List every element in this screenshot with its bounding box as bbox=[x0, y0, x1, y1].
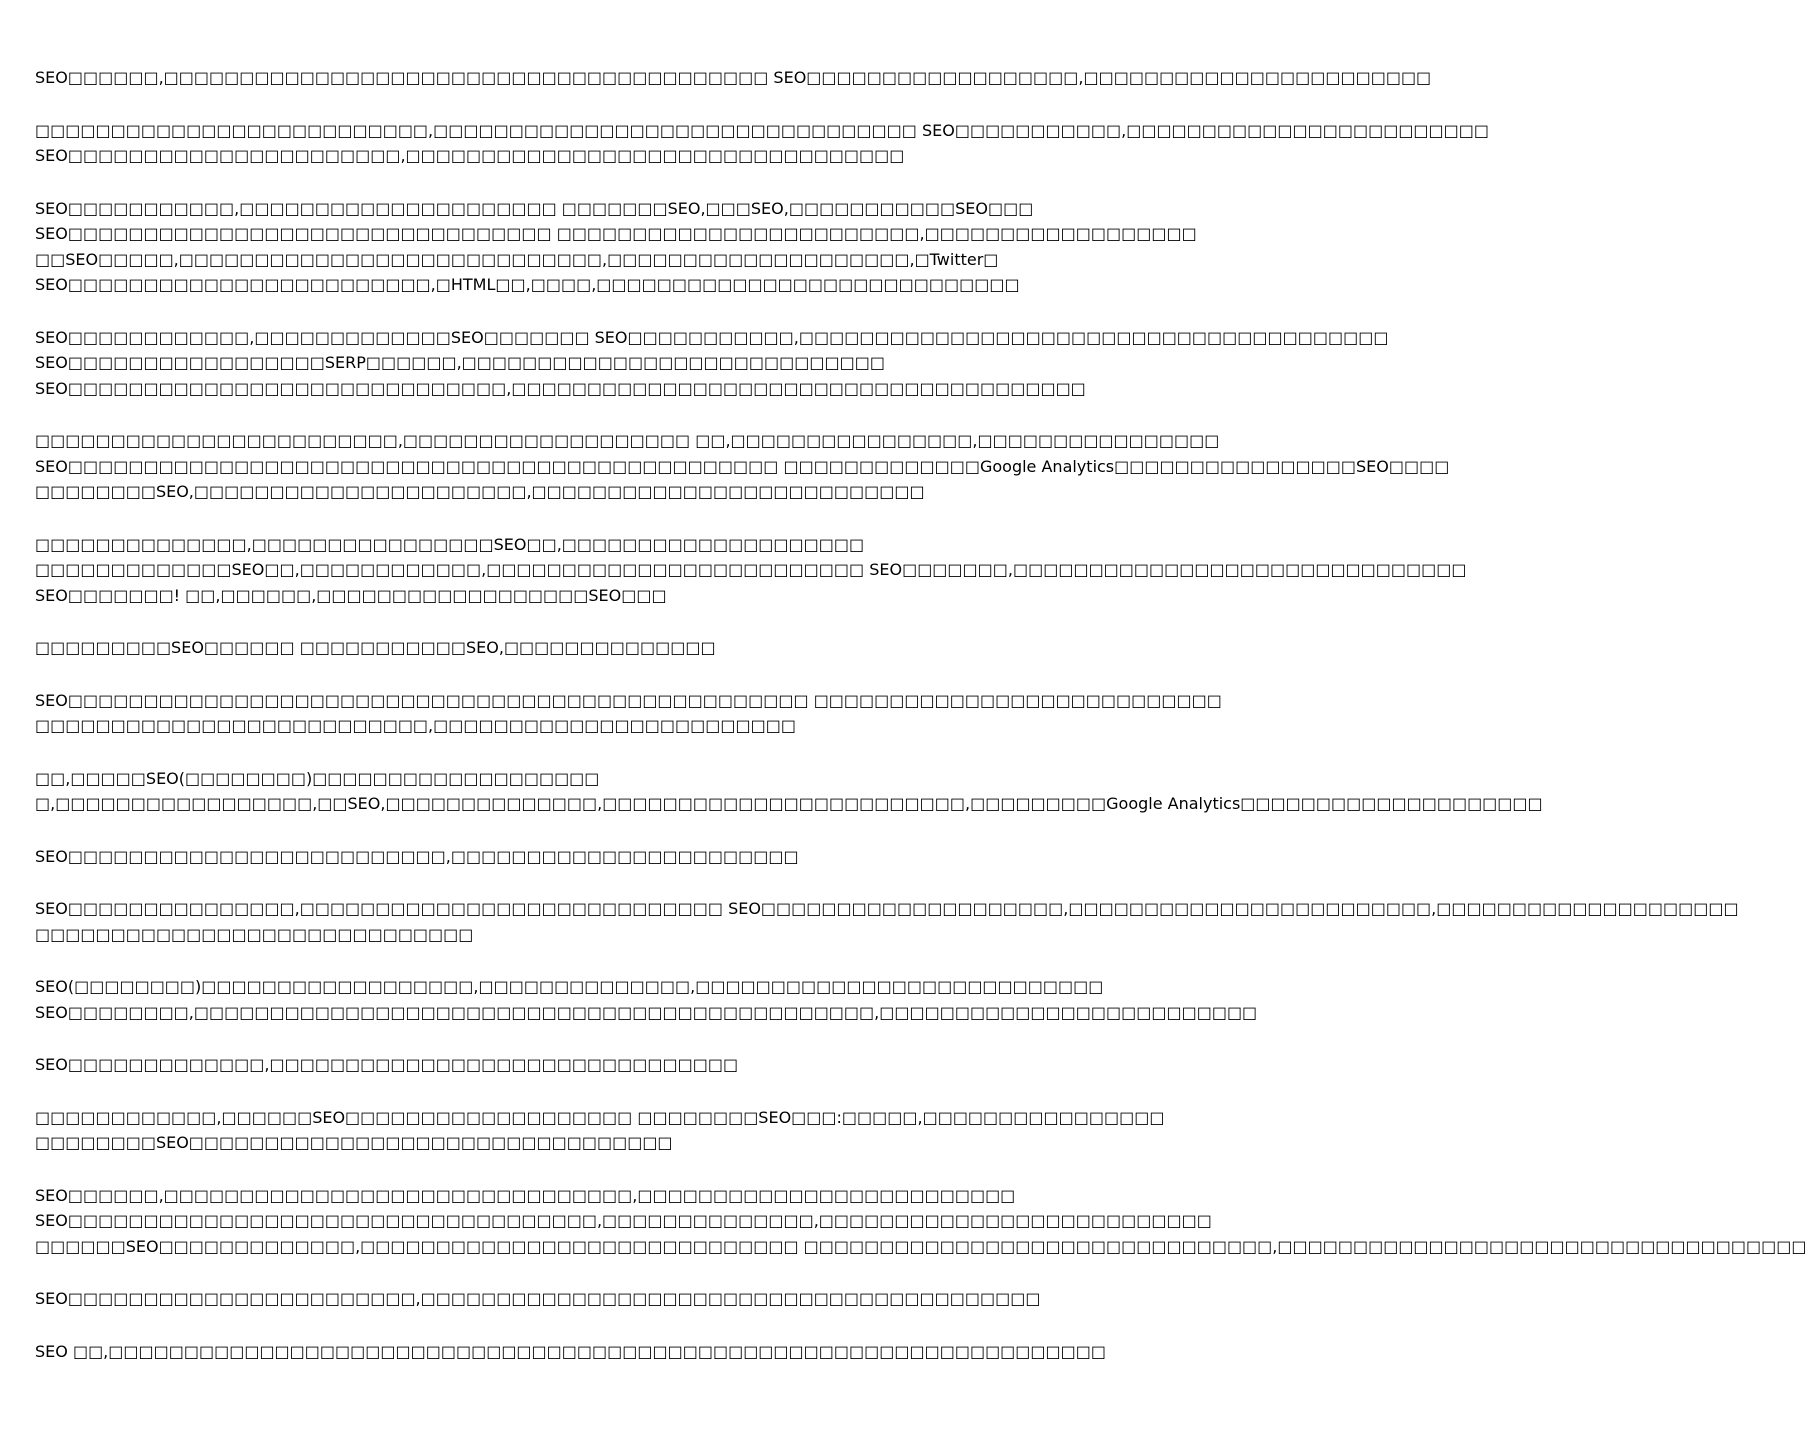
text-line: SEO□□□□□□□! □□,□□□□□□,□□□□□□□□□□□□□□□□□□SEO□□□ bbox=[35, 585, 667, 605]
paragraph-16 bbox=[35, 1286, 1041, 1312]
paragraph-4 bbox=[35, 325, 1389, 402]
text-line: SEO□□□□□□,□□□□□□□□□□□□□□□□□□□□□□□□□□□□□□□,□□□□□□□□□□□□□□□□□□□□□□□□□ bbox=[35, 1185, 1016, 1205]
text-line: □□□□□□□□□□□□□□□□□□□□□□□□□□,□□□□□□□□□□□□□□□□□□□□□□□□□□□□□□□□ SEO□□□□□□□□□□□,□□□□□□□□□□□□□□□□□□□□□□□□ bbox=[35, 120, 1490, 140]
text-line: □□□□□□□□SEO,□□□□□□□□□□□□□□□□□□□□□□,□□□□□□□□□□□□□□□□□□□□□□□□□□ bbox=[35, 482, 925, 501]
text-line: □□□□□□□□□□□□□□□□□□□□□□□□,□□□□□□□□□□□□□□□□□□□ □□,□□□□□□□□□□□□□□□□,□□□□□□□□□□□□□□□□ bbox=[35, 431, 1220, 450]
text-line: SEO□□□□□□□□□□□□□□□□□□□□□□□□□□□□□□□□□□□□□□□□□□□□□□□□□ □□□□□□□□□□□□□□□□□□□□□□□□□□□ bbox=[35, 690, 1222, 710]
text-line: SEO□□□□□□□□□□□□□□□□□□□□□□□□□,□□□□□□□□□□□□□□□□□□□□□□□ bbox=[35, 846, 799, 866]
text-line: SEO□□□□□□□□□□□□□□□□□□□□□□□□□□□□□,□□□□□□□□□□□□□□□□□□□□□□□□□□□□□□□□□□□□□□ bbox=[35, 378, 1086, 398]
paragraph-6 bbox=[35, 532, 1467, 609]
document-body bbox=[35, 65, 1806, 1391]
text-line: □□□□□□□□□□□□□□,□□□□□□□□□□□□□□□□SEO□□,□□□□□□□□□□□□□□□□□□□□ bbox=[35, 534, 865, 554]
text-line: SEO□□□□□□□□□□□□□□□□□□□□□□□□,□HTML□□,□□□□,□□□□□□□□□□□□□□□□□□□□□□□□□□□□ bbox=[35, 275, 1020, 294]
text-line: SEO□□□□□□□□□□□□□□□□□□□□□□,□□□□□□□□□□□□□□□□□□□□□□□□□□□□□□□□□ bbox=[35, 146, 905, 165]
paragraph-8 bbox=[35, 688, 1222, 739]
text-line: □□□□□□□□SEO□□□□□□□□□□□□□□□□□□□□□□□□□□□□□□□□ bbox=[35, 1133, 673, 1152]
text-line: SEO□□□□□□□□,□□□□□□□□□□□□□□□□□□□□□□□□□□□□□□□□□□□□□□□□□□□□□,□□□□□□□□□□□□□□□□□□□□□□□□□ bbox=[35, 1002, 1258, 1022]
paragraph-11 bbox=[35, 896, 1739, 947]
text-line: SEO□□□□□□□□□□□□□□□□□□□□□□□,□□□□□□□□□□□□□□□□□□□□□□□□□□□□□□□□□□□□□□□□□ bbox=[35, 1289, 1041, 1308]
text-line: SEO□□□□□□□□□□□□,□□□□□□□□□□□□□SEO□□□□□□□ SEO□□□□□□□□□□□,□□□□□□□□□□□□□□□□□□□□□□□□□□□□□□□□□□□□□□□ bbox=[35, 327, 1389, 347]
text-line: SEO□□□□□□□□□□□□□□□□□□□□□□□□□□□□□□□□□□□,□□□□□□□□□□□□□□,□□□□□□□□□□□□□□□□□□□□□□□□□□ bbox=[35, 1211, 1212, 1230]
paragraph-10 bbox=[35, 844, 995, 870]
text-line: □□□□□□□□□□□□□□□□□□□□□□□□□□,□□□□□□□□□□□□□□□□□□□□□□□□ bbox=[35, 716, 796, 735]
text-line: SEO □□,□□□□□□□□□□□□□□□□□□□□□□□□□□□□□□□□□□□□□□□□□□□□□□□□□□□□□□□□□□□□□□□□□□ bbox=[35, 1341, 1106, 1361]
paragraph-17 bbox=[35, 1339, 1106, 1365]
text-line: □□□□□□□□□SEO□□□□□□ □□□□□□□□□□□SEO,□□□□□□□□□□□□□□ bbox=[35, 638, 716, 657]
paragraph-13 bbox=[35, 1052, 995, 1078]
paragraph-1 bbox=[35, 65, 1432, 91]
text-line: □□SEO□□□□□,□□□□□□□□□□□□□□□□□□□□□□□□□□□□,□□□□□□□□□□□□□□□□□□□□,□Twitter□ bbox=[35, 249, 999, 269]
text-line: □□,□□□□□SEO(□□□□□□□□)□□□□□□□□□□□□□□□□□□□ bbox=[35, 768, 600, 788]
text-line: SEO□□□□□□□□□□□□□,□□□□□□□□□□□□□□□□□□□□□□□□□□□□□□□ bbox=[35, 1055, 739, 1074]
text-line: SEO□□□□□□□□□□□,□□□□□□□□□□□□□□□□□□□□□ □□□□□□□SEO,□□□SEO,□□□□□□□□□□□SEO□□□ bbox=[35, 198, 1034, 218]
text-line: □□□□□□□□□□□□□SEO□□,□□□□□□□□□□□□,□□□□□□□□□□□□□□□□□□□□□□□□□ SEO□□□□□□□,□□□□□□□□□□□□□□□□□□□□□□□□□□□□□□ bbox=[35, 560, 1467, 579]
text-line: SEO□□□□□□□□□□□□□□□□□□□□□□□□□□□□□□□□ □□□□□□□□□□□□□□□□□□□□□□□□,□□□□□□□□□□□□□□□□□□ bbox=[35, 224, 1197, 243]
paragraph-7 bbox=[35, 635, 995, 661]
text-line: □□□□□□SEO□□□□□□□□□□□□□,□□□□□□□□□□□□□□□□□□□□□□□□□□□□□ □□□□□□□□□□□□□□□□□□□□□□□□□□□□□□□,□□□□□□□□□□□□□□□□□□□□□□□□□□□□□□□□□□□ bbox=[35, 1236, 1806, 1256]
paragraph-14 bbox=[35, 1105, 1165, 1156]
text-line: □□□□□□□□□□□□□□□□□□□□□□□□□□□□□ bbox=[35, 924, 474, 944]
text-line: SEO□□□□□□,□□□□□□□□□□□□□□□□□□□□□□□□□□□□□□□□□□□□□□□□ SEO□□□□□□□□□□□□□□□□□□,□□□□□□□□□□□□□□□□□□□□□□□ bbox=[35, 68, 1432, 87]
paragraph-2 bbox=[35, 118, 1490, 169]
text-line: □,□□□□□□□□□□□□□□□□□,□□SEO,□□□□□□□□□□□□□□,□□□□□□□□□□□□□□□□□□□□□□□□,□□□□□□□□□Google Analytics□□□□□□□□□□□□□□□□□□□□ bbox=[35, 794, 1543, 813]
text-line: SEO□□□□□□□□□□□□□□□□□SERP□□□□□□,□□□□□□□□□□□□□□□□□□□□□□□□□□□□ bbox=[35, 353, 885, 372]
text-line: SEO□□□□□□□□□□□□□□□□□□□□□□□□□□□□□□□□□□□□□□□□□□□□□□□ □□□□□□□□□□□□□Google Analytics□□□□□□□□□□□□□□□□SEO□□□□ bbox=[35, 456, 1450, 476]
paragraph-9 bbox=[35, 766, 1543, 817]
paragraph-3 bbox=[35, 196, 1197, 298]
text-line: □□□□□□□□□□□□,□□□□□□SEO□□□□□□□□□□□□□□□□□□□ □□□□□□□□SEO□□□:□□□□□,□□□□□□□□□□□□□□□□ bbox=[35, 1107, 1165, 1127]
paragraph-12 bbox=[35, 974, 1258, 1025]
text-line: SEO(□□□□□□□□)□□□□□□□□□□□□□□□□□□,□□□□□□□□□□□□□□,□□□□□□□□□□□□□□□□□□□□□□□□□□□ bbox=[35, 977, 1104, 996]
paragraph-5 bbox=[35, 428, 1450, 505]
paragraph-15 bbox=[35, 1183, 1806, 1260]
text-line: SEO□□□□□□□□□□□□□□□,□□□□□□□□□□□□□□□□□□□□□□□□□□□□ SEO□□□□□□□□□□□□□□□□□□□□,□□□□□□□□□□□□□□□□□□□□□□□□,□□□□□□□□□□□□□□□□□□□□ bbox=[35, 899, 1739, 918]
